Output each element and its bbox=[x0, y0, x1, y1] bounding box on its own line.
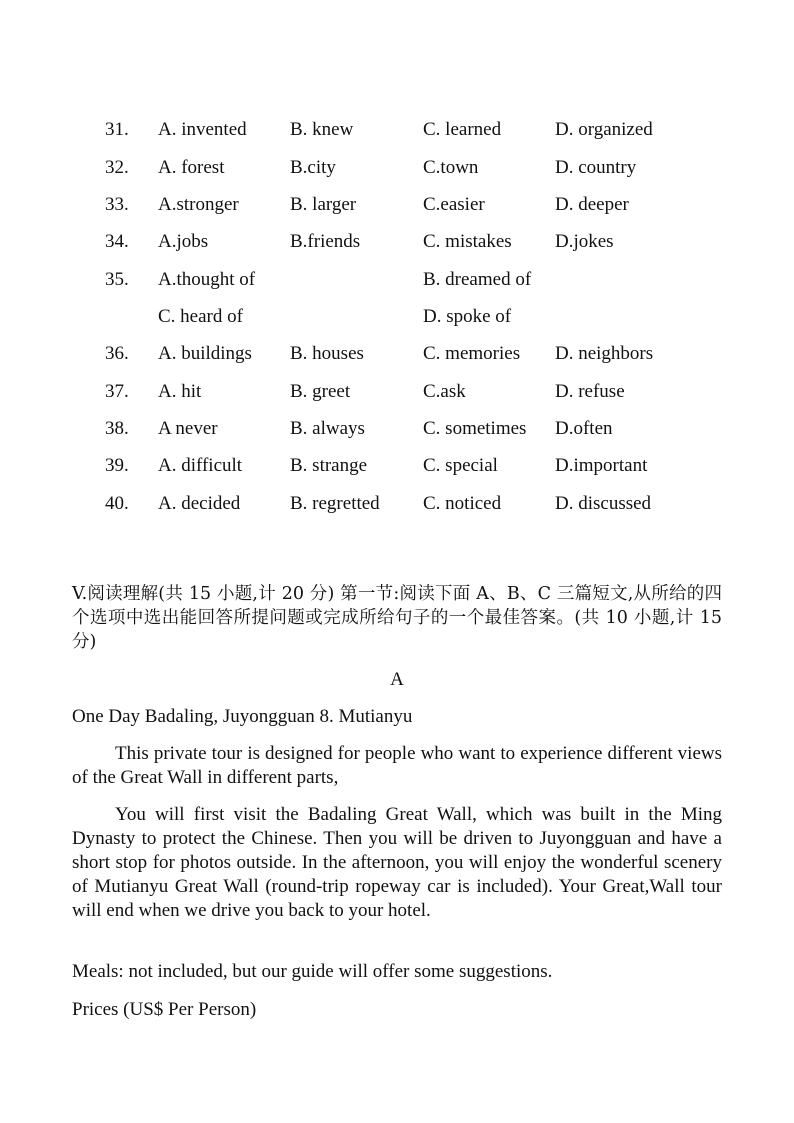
option-a: A. buildings bbox=[158, 343, 252, 364]
option-b: B. always bbox=[290, 418, 365, 439]
option-b: B. houses bbox=[290, 343, 364, 364]
option-d: D.jokes bbox=[555, 231, 614, 252]
paragraph-intro: This private tour is designed for people who want to experience different views of the Great Wall in different parts, bbox=[72, 743, 722, 788]
option-c: C. heard of bbox=[158, 306, 243, 327]
option-b: B. dreamed of bbox=[423, 269, 532, 290]
option-c: C. learned bbox=[423, 119, 502, 140]
meals-line: Meals: not included, but our guide will offer some suggestions. bbox=[72, 961, 553, 982]
option-d: D.often bbox=[555, 418, 613, 439]
option-b: B. larger bbox=[290, 194, 357, 215]
option-c: C.ask bbox=[423, 381, 466, 402]
option-a: A.thought of bbox=[158, 269, 256, 290]
option-d: D. country bbox=[555, 157, 637, 178]
option-b: B. greet bbox=[290, 381, 351, 402]
option-b: B.city bbox=[290, 157, 336, 178]
prices-heading: Prices (US$ Per Person) bbox=[72, 999, 257, 1020]
option-a: A. decided bbox=[158, 493, 241, 514]
option-d: D. neighbors bbox=[555, 343, 654, 364]
option-a: A.jobs bbox=[158, 231, 209, 252]
option-c: C. sometimes bbox=[423, 418, 527, 439]
option-b: B. regretted bbox=[290, 493, 380, 514]
option-c: C. memories bbox=[423, 343, 521, 364]
option-a: A. hit bbox=[158, 381, 202, 402]
section-instruction: V.阅读理解(共 15 小题,计 20 分) 第一节:阅读下面 A、B、C 三篇短文,从所给的四个选项中选出能回答所提问题或完成所给句子的一个最佳答案。(共 10 小题,计 15 分) bbox=[72, 584, 722, 652]
option-d: D. deeper bbox=[555, 194, 629, 215]
question-number: 39. bbox=[105, 455, 129, 476]
question-number: 36. bbox=[105, 343, 129, 364]
question-number: 33. bbox=[105, 194, 129, 215]
option-d: D. spoke of bbox=[423, 306, 512, 327]
option-c: C.town bbox=[423, 157, 479, 178]
option-a: A. forest bbox=[158, 157, 225, 178]
option-d: D.important bbox=[555, 455, 648, 476]
passage-title: One Day Badaling, Juyongguan 8. Mutianyu bbox=[72, 706, 413, 727]
option-d: D. organized bbox=[555, 119, 653, 140]
paragraph-itinerary: You will first visit the Badaling Great Wall, which was built in the Ming Dynasty to protect the Chinese. Then you will be driven to Juyongguan and have a short stop for photos outside. In the afternoon, you will enjoy the wonderful scenery of Mutianyu Great Wall (round-trip ropeway car is included). Your Great,Wall tour will end when we drive you back to your hotel. bbox=[72, 804, 722, 921]
question-number: 32. bbox=[105, 157, 129, 178]
question-number: 38. bbox=[105, 418, 129, 439]
option-c: C. special bbox=[423, 455, 498, 476]
option-c: C. noticed bbox=[423, 493, 502, 514]
option-b: B.friends bbox=[290, 231, 361, 252]
option-b: B. knew bbox=[290, 119, 354, 140]
option-b: B. strange bbox=[290, 455, 368, 476]
option-c: C. mistakes bbox=[423, 231, 512, 252]
option-d: D. discussed bbox=[555, 493, 652, 514]
option-a: A.stronger bbox=[158, 194, 239, 215]
question-number: 35. bbox=[105, 269, 129, 290]
question-number: 40. bbox=[105, 493, 129, 514]
question-number: 31. bbox=[105, 119, 129, 140]
question-number: 37. bbox=[105, 381, 129, 402]
option-a: A. difficult bbox=[158, 455, 243, 476]
option-a: A never bbox=[158, 418, 218, 439]
option-a: A. invented bbox=[158, 119, 247, 140]
option-c: C.easier bbox=[423, 194, 485, 215]
question-number: 34. bbox=[105, 231, 129, 252]
option-d: D. refuse bbox=[555, 381, 625, 402]
passage-letter: A bbox=[390, 669, 404, 690]
